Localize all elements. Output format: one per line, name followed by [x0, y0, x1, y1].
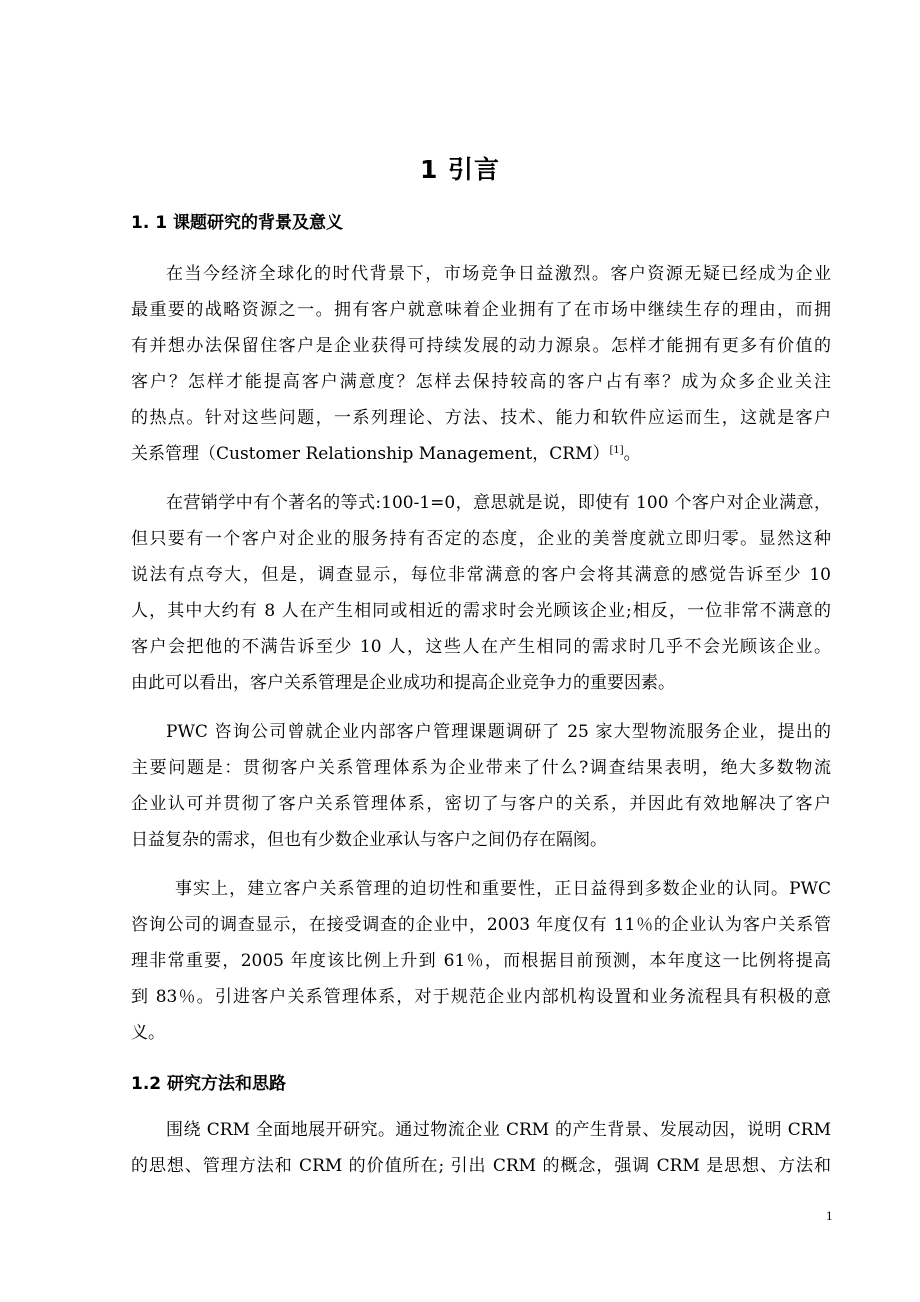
paragraph-line: 的热点。针对这些问题，一系列理论、方法、技术、能力和软件应运而生，这就是客户 — [131, 408, 831, 428]
paragraph-line: 理非常重要，2005 年度该比例上升到 61％，而根据目前预测，本年度这一比例将提高 — [131, 951, 831, 971]
paragraph-line: 在当今经济全球化的时代背景下，市场竞争日益激烈。客户资源无疑已经成为企业 — [166, 264, 831, 284]
paragraph-line: 的思想、管理方法和 CRM 的价值所在; 引出 CRM 的概念，强调 CRM 是思想、方法和 — [131, 1156, 831, 1176]
paragraph-line: 义。 — [131, 1023, 165, 1043]
section-heading-1-1: 1. 1 课题研究的背景及意义 — [131, 213, 343, 233]
paragraph-line: 企业认可并贯彻了客户关系管理体系，密切了与客户的关系，并因此有效地解决了客户 — [131, 794, 831, 814]
paragraph-line: 有并想办法保留住客户是企业获得可持续发展的动力源泉。怎样才能拥有更多有价值的 — [131, 336, 831, 356]
paragraph-line: 在营销学中有个著名的等式:100-1=0，意思就是说，即使有 100 个客户对企业满意， — [166, 493, 831, 513]
section-heading-1-2: 1.2 研究方法和思路 — [131, 1074, 287, 1094]
paragraph-line: PWC 咨询公司曾就企业内部客户管理课题调研了 25 家大型物流服务企业，提出的 — [166, 722, 831, 742]
paragraph-text: 关系管理（Customer Relationship Management，CRM） — [131, 444, 610, 464]
chapter-title: 1 引言 — [419, 155, 501, 184]
paragraph-line: 主要问题是：贯彻客户关系管理体系为企业带来了什么?调查结果表明，绝大多数物流 — [131, 758, 831, 778]
paragraph-line: 事实上，建立客户关系管理的迫切性和重要性，正日益得到多数企业的认同。PWC — [175, 879, 831, 899]
paragraph-line: 但只要有一个客户对企业的服务持有否定的态度，企业的美誉度就立即归零。显然这种 — [131, 529, 831, 549]
paragraph-line: 到 83％。引进客户关系管理体系，对于规范企业内部机构设置和业务流程具有积极的意 — [131, 987, 831, 1007]
paragraph-line: 说法有点夸大，但是，调查显示，每位非常满意的客户会将其满意的感觉告诉至少 10 — [131, 565, 831, 585]
page-number: 1 — [826, 1208, 833, 1223]
paragraph-line: 客户？怎样才能提高客户满意度？怎样去保持较高的客户占有率？成为众多企业关注 — [131, 372, 831, 392]
paragraph-line: 咨询公司的调查显示，在接受调查的企业中，2003 年度仅有 11％的企业认为客户关系管 — [131, 915, 831, 935]
paragraph-text: 。 — [623, 444, 641, 464]
paragraph-line: 人，其中大约有 8 人在产生相同或相近的需求时会光顾该企业;相反，一位非常不满意的 — [131, 601, 831, 621]
paragraph-line: 客户会把他的不满告诉至少 10 人，这些人在产生相同的需求时几乎不会光顾该企业。 — [131, 637, 831, 657]
paragraph-line — [131, 439, 831, 464]
paragraph-line: 最重要的战略资源之一。拥有客户就意味着企业拥有了在市场中继续生存的理由，而拥 — [131, 300, 831, 320]
paragraph-line: 围绕 CRM 全面地展开研究。通过物流企业 CRM 的产生背景、发展动因，说明 CRM — [166, 1120, 831, 1140]
paragraph-line: 由此可以看出，客户关系管理是企业成功和提高企业竞争力的重要因素。 — [131, 673, 675, 693]
citation: [1] — [609, 445, 624, 456]
paragraph-line: 日益复杂的需求，但也有少数企业承认与客户之间仍存在隔阂。 — [131, 830, 607, 850]
